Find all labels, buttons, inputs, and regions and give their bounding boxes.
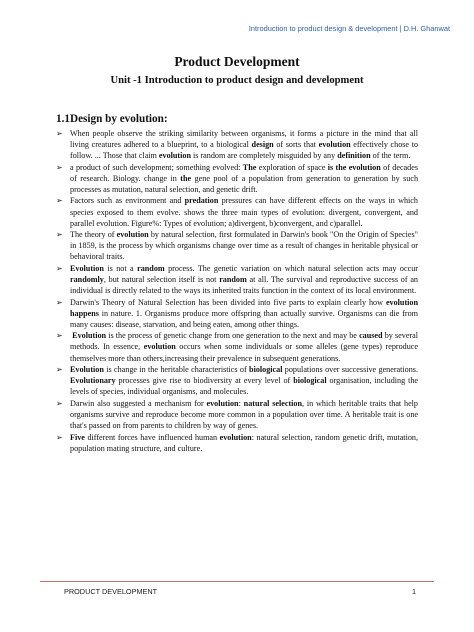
bullet-item (56, 297, 418, 330)
right-arrowhead-icon: ➢ (56, 365, 63, 375)
right-arrowhead-icon: ➢ (56, 129, 63, 138)
bullet-text: The theory of evolution by natural selection, first formulated in Darwin's book "On the Origin of Species" in 1859, is the process by which organisms change over time as a result of changes in heritable physical or behavioral traits. (70, 230, 418, 262)
bullet-item (56, 330, 418, 363)
unit-title: Unit -1 Introduction to product design and development (110, 75, 364, 86)
right-arrowhead-icon: ➢ (56, 331, 63, 341)
right-arrowhead-icon: ➢ (56, 263, 63, 273)
bullet-text: Darwin's Theory of Natural Selection has been divided into five parts to explain clearly how evolution happens in nature. 1. Organisms produce more offspring than actually survive. Organisms can die from many causes: disease, starvation, and being eaten, among other things. (70, 297, 418, 329)
running-header: Introduction to product design & development | D.H. Ghanwat (248, 24, 450, 33)
section-heading: 1.1Design by evolution: (56, 113, 168, 125)
right-arrowhead-icon: ➢ (56, 297, 63, 307)
bullet-item (56, 229, 418, 262)
bullet-text: Factors such as environment and predation pressures can have different effects on the ways in which species exposed to them evolve. shows the three main types of evolution: divergent, convergent, and parallel evolution. Figure%: Types of evolution; a)divergent, b)convergent, and c)parallel. (70, 196, 418, 228)
bullet-item (56, 162, 418, 195)
bullet-item (56, 128, 418, 161)
footer-rule (40, 581, 434, 582)
bullet-text: Darwin also suggested a mechanism for evolution: natural selection, in which heritable traits that help organisms survive and reproduce become more common in a population over time. A heritable trait is one that's passed on from parents to children by way of genes. (70, 398, 418, 430)
right-arrowhead-icon: ➢ (56, 432, 63, 442)
footer-label: PRODUCT DEVELOPMENT (64, 587, 158, 596)
bullet-text: Evolution is change in the heritable characteristics of biological populations over successive generations. Evolutionary processes give rise to biodiversity at every level of biological organisation, including the levels of species, individual organisms, and molecules. (70, 365, 418, 397)
document-title: Product Development (174, 54, 300, 69)
page-number: 1 (411, 587, 416, 596)
bullet-text: Evolution is not a random process. The genetic variation on which natural selection acts may occur randomly, but natural selection itself is not random at all. The survival and reproductive success of an individual is directly related to the ways its inherited traits function in the context of its local environment. (70, 263, 418, 296)
bullet-list (56, 128, 418, 454)
right-arrowhead-icon: ➢ (56, 196, 63, 206)
right-arrowhead-icon: ➢ (56, 398, 63, 408)
right-arrowhead-icon: ➢ (56, 230, 63, 240)
bullet-item (56, 263, 418, 296)
bullet-text: When people observe the striking similarity between organisms, it forms a picture in the mind that all living creatures adhered to a blueprint, to a biological design of sorts that evolution effectively chose to follow. ... Those that claim evolution is random are completely misguided by any definition of the term. (70, 129, 419, 161)
bullet-item (56, 364, 418, 397)
bullet-text: Evolution is the process of genetic change from one generation to the next and may be caused by several methods. In essence, evolution occurs when some individuals or some alleles (gene types) reproduce themselves more than others,increasing their prevalence in subsequent generations. (70, 331, 419, 363)
bullet-text: Five different forces have influenced human evolution: natural selection, random genetic drift, mutation, population mating structure, and culture. (70, 432, 418, 453)
right-arrowhead-icon: ➢ (56, 162, 63, 172)
bullet-text: a product of such development; something evolved: The exploration of space is the evolution of decades of research. Biology. change in the gene pool of a population from generation to generation by such processes as mutation, natural selection, and genetic drift. (70, 162, 419, 194)
bullet-item (56, 195, 418, 228)
bullet-item (56, 398, 418, 431)
bullet-item (56, 432, 418, 454)
